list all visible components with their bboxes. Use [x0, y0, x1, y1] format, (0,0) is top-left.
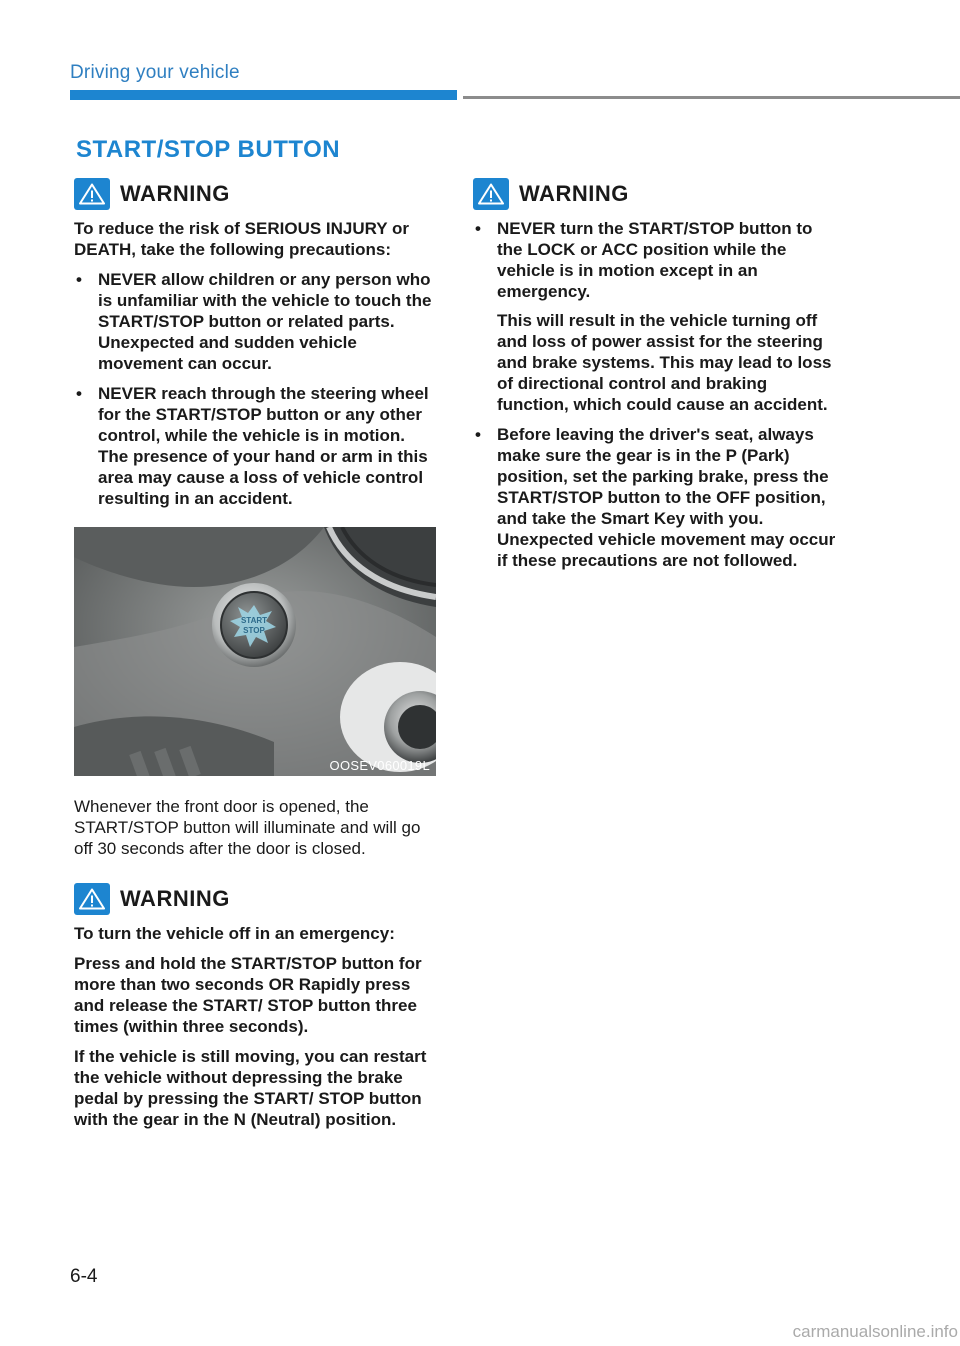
list-item-text: NEVER allow children or any person who is unfamiliar with the vehicle to touch the START/STOP button or related parts. Unexpected and sudden vehicle movement can occur.	[98, 270, 432, 373]
warning-list	[74, 269, 438, 509]
warning-label: WARNING	[120, 181, 230, 206]
list-item: • NEVER allow children or any person who is unfamiliar with the vehicle to touch the START/STOP button or related parts. Unexpected and sudden vehicle movement can occur.	[76, 270, 432, 373]
warning-box-2	[74, 883, 438, 1130]
list-item-detail: This will result in the vehicle turning off and loss of power assist for the steering and brake systems. This may lead to loss of directional control and braking function, which could cause an accident.	[497, 311, 832, 414]
warning-header	[473, 178, 837, 210]
warning-list	[473, 218, 837, 571]
list-item: • NEVER reach through the steering wheel for the START/STOP button or any other control, while the vehicle is in motion. The presence of your hand or arm in this area may cause a loss of vehicle control resulting in an accident.	[76, 384, 429, 508]
right-column	[473, 178, 837, 580]
warning-label: WARNING	[120, 886, 230, 911]
warning-triangle-icon	[74, 178, 110, 210]
list-item: • Before leaving the driver's seat, always make sure the gear is in the P (Park) position, set the parking brake, press the START/STOP button to the OFF position, and take the Smart Key with you. Unexpected vehicle movement may occur if these precautions are not followed.	[475, 425, 836, 570]
header-rule-gray	[463, 96, 960, 99]
warning-triangle-icon	[74, 883, 110, 915]
left-column	[74, 178, 438, 1139]
section-title: START/STOP BUTTON	[76, 136, 341, 163]
chapter-title: Driving your vehicle	[70, 62, 240, 83]
start-stop-button-figure	[74, 527, 436, 776]
warning-paragraph: If the vehicle is still moving, you can restart the vehicle without depressing the brake pedal by pressing the START/ STOP button with the gear in the N (Neutral) position.	[74, 1047, 427, 1129]
list-item-text: Before leaving the driver's seat, always make sure the gear is in the P (Park) position, set the parking brake, press the START/STOP button to the OFF position, and take the Smart Key with you. Unexpected vehicle movement may occur if these precautions are not followed.	[497, 425, 836, 570]
figure-button-label-1: START	[240, 616, 268, 625]
figure-button-label-2: STOP	[243, 626, 265, 635]
warning-header	[74, 883, 438, 915]
warning-label: WARNING	[519, 181, 629, 206]
warning-intro: To reduce the risk of SERIOUS INJURY or DEATH, take the following precautions:	[74, 219, 410, 259]
list-item: • NEVER turn the START/STOP button to the LOCK or ACC position while the vehicle is in motion except in an emergency. This will result in the vehicle turning off and loss of power assist for the steering and brake systems. This may lead to loss of directional control and braking function, which could cause an accident.	[473, 218, 837, 415]
body-paragraph: Whenever the front door is opened, the START/STOP button will illuminate and will go off 30 seconds after the door is closed.	[74, 797, 421, 858]
page-number: 6-4	[70, 1266, 98, 1287]
warning-box-1	[74, 178, 438, 509]
warning-triangle-icon	[473, 178, 509, 210]
warning-paragraph: Press and hold the START/STOP button for more than two seconds OR Rapidly press and release the START/ STOP button three times (within three seconds).	[74, 954, 422, 1036]
start-stop-button-illustration	[74, 527, 436, 776]
warning-paragraph: To turn the vehicle off in an emergency:	[74, 924, 395, 943]
warning-box-3	[473, 178, 837, 571]
list-item-text: NEVER turn the START/STOP button to the LOCK or ACC position while the vehicle is in motion except in an emergency.	[497, 219, 813, 301]
warning-header	[74, 178, 438, 210]
watermark: carmanualsonline.info	[792, 1322, 958, 1341]
header-rule-accent	[70, 90, 457, 100]
figure-caption: OOSEV060019L	[329, 758, 430, 773]
list-item-text: NEVER reach through the steering wheel for the START/STOP button or any other control, while the vehicle is in motion. The presence of your hand or arm in this area may cause a loss of vehicle control resulting in an accident.	[98, 384, 429, 508]
